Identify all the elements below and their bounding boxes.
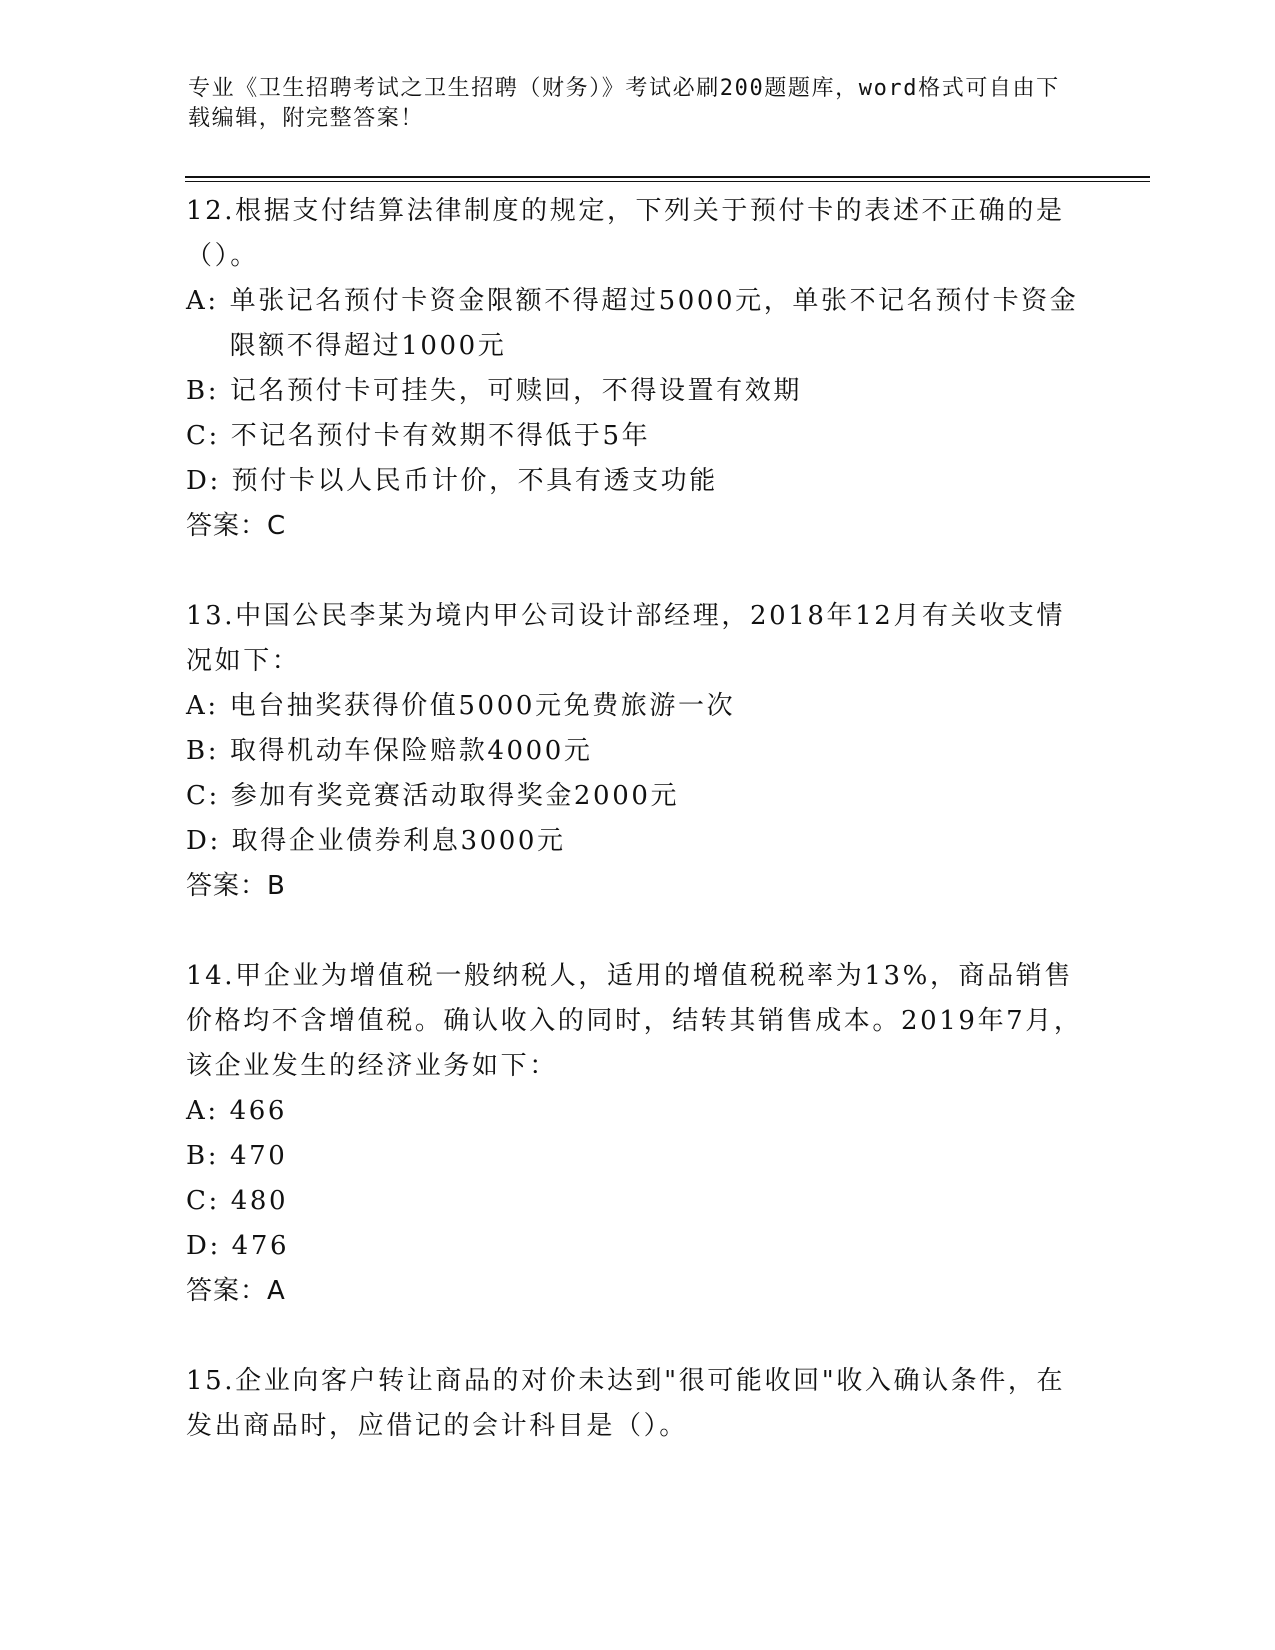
option-letter: A: xyxy=(186,691,230,721)
option-text: 取得企业债券利息3000元 xyxy=(231,826,566,856)
option-letter: C: xyxy=(186,421,231,451)
option-c xyxy=(186,414,1086,459)
option-text: 记名预付卡可挂失，可赎回，不得设置有效期 xyxy=(229,376,802,406)
option-text: 476 xyxy=(231,1231,290,1261)
question-list xyxy=(186,189,1086,1449)
option-a xyxy=(186,279,1086,369)
answer-label: 答案：C xyxy=(186,511,287,541)
option-text: 480 xyxy=(230,1186,289,1216)
question-spacer xyxy=(186,909,1086,954)
question-spacer xyxy=(186,549,1086,594)
option-c xyxy=(186,774,1086,819)
option-a xyxy=(186,684,1086,729)
option-d xyxy=(186,459,1086,504)
answer-label: 答案：A xyxy=(186,1276,286,1306)
question-15 xyxy=(186,1359,1086,1449)
option-b xyxy=(186,729,1086,774)
option-text: 470 xyxy=(229,1141,288,1171)
option-letter: D: xyxy=(186,826,232,856)
question-stem: 14.甲企业为增值税一般纳税人，适用的增值税税率为13%，商品销售价格均不含增值税。确认收入的同时，结转其销售成本。2019年7月，该企业发生的经济业务如下： xyxy=(186,961,1083,1081)
question-stem: 12.根据支付结算法律制度的规定，下列关于预付卡的表述不正确的是（）。 xyxy=(186,196,1065,271)
option-text: 预付卡以人民币计价，不具有透支功能 xyxy=(231,466,718,496)
question-12 xyxy=(186,189,1086,549)
option-text: 466 xyxy=(229,1096,288,1126)
question-stem: 15.企业向客户转让商品的对价未达到"很可能收回"收入确认条件，在发出商品时，应借记的会计科目是（）。 xyxy=(186,1366,1066,1441)
option-letter: C: xyxy=(186,781,231,811)
option-letter: A: xyxy=(186,1096,230,1126)
question-stem: 13.中国公民李某为境内甲公司设计部经理，2018年12月有关收支情况如下： xyxy=(186,601,1066,676)
option-text: 参加有奖竞赛活动取得奖金2000元 xyxy=(230,781,680,811)
header-rule-thick xyxy=(185,176,1150,178)
option-letter: B: xyxy=(186,736,230,766)
option-b xyxy=(186,369,1086,414)
question-spacer xyxy=(186,1314,1086,1359)
option-letter: C: xyxy=(186,1186,231,1216)
answer-label: 答案：B xyxy=(186,871,286,901)
option-letter: B: xyxy=(186,1141,230,1171)
question-13 xyxy=(186,594,1086,909)
header-rule-thin xyxy=(185,181,1150,182)
option-letter: D: xyxy=(186,466,232,496)
option-b xyxy=(186,1134,1086,1179)
option-d xyxy=(186,819,1086,864)
option-a xyxy=(186,1089,1086,1134)
question-14 xyxy=(186,954,1086,1314)
option-d xyxy=(186,1224,1086,1269)
option-text: 不记名预付卡有效期不得低于5年 xyxy=(230,421,651,451)
option-text: 单张记名预付卡资金限额不得超过5000元，单张不记名预付卡资金限额不得超过1000元 xyxy=(229,286,1079,361)
option-letter: A: xyxy=(186,286,230,316)
option-text: 电台抽奖获得价值5000元免费旅游一次 xyxy=(229,691,736,721)
document-header: 专业《卫生招聘考试之卫生招聘（财务）》考试必刷200题题库，word格式可自由下载编辑，附完整答案！ xyxy=(188,76,1060,131)
option-text: 取得机动车保险赔款4000元 xyxy=(229,736,593,766)
option-letter: B: xyxy=(186,376,230,406)
option-c xyxy=(186,1179,1086,1224)
option-letter: D: xyxy=(186,1231,232,1261)
